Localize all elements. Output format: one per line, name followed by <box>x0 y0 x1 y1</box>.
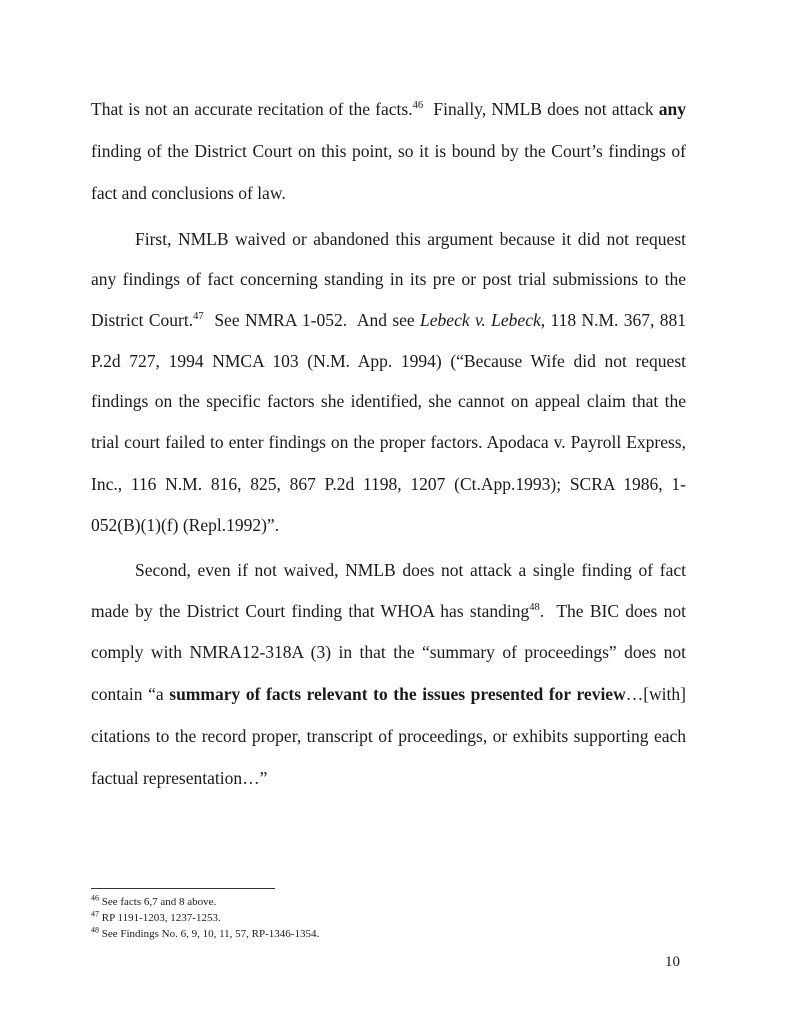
emphasis-summary: summary of facts relevant to the issues presented for review <box>169 684 626 704</box>
text-line-9: trial court failed to enter findings on the proper factors. Apodaca v. Payroll Express, <box>91 432 686 452</box>
text-line-15: contain “a summary of facts relevant to the issues presented for review…[with] <box>91 684 686 704</box>
text-line-5: any findings of fact concerning standing in its pre or post trial submissions to the <box>91 269 686 289</box>
footnote-number: 46 <box>91 893 99 903</box>
text-line-11: 052(B)(1)(f) (Repl.1992)”. <box>91 515 280 535</box>
text-line-4: First, NMLB waived or abandoned this argument because it did not request <box>135 229 686 249</box>
footnote-number: 48 <box>91 925 99 935</box>
footnote-ref-46: 46 <box>412 100 424 112</box>
footnote-number: 47 <box>91 909 99 919</box>
text-line-2: finding of the District Court on this point, so it is bound by the Court’s findings of <box>91 141 686 161</box>
text-line-17: factual representation…” <box>91 768 268 788</box>
text-line-10: Inc., 116 N.M. 816, 825, 867 P.2d 1198, 1207 (Ct.App.1993); SCRA 1986, 1- <box>91 474 686 494</box>
case-citation-lebeck: Lebeck v. Lebeck <box>420 310 541 330</box>
emphasis-any: any <box>658 99 686 119</box>
footnote-separator <box>91 888 275 889</box>
footnote-47 <box>91 909 221 925</box>
text-line-14: comply with NMRA12-318A (3) in that the “summary of proceedings” does not <box>91 642 686 662</box>
page-number: 10 <box>665 954 680 970</box>
text-line-1: That is not an accurate recitation of the facts.$^{46}$ Finally, NMLB does not attack any <box>91 99 686 119</box>
footnote-46 <box>91 893 217 909</box>
footnote-text: See facts 6,7 and 8 above. <box>101 896 217 908</box>
footnote-text: RP 1191-1203, 1237-1253. <box>101 912 221 924</box>
text-line-16: citations to the record proper, transcript of proceedings, or exhibits supporting each <box>91 726 686 746</box>
text-line-7: P.2d 727, 1994 NMCA 103 (N.M. App. 1994) (“Because Wife did not request <box>91 351 686 371</box>
text-line-8: findings on the specific factors she identified, she cannot on appeal claim that the <box>91 391 686 411</box>
footnote-ref-48: 48 <box>529 602 540 614</box>
text-line-13: made by the District Court finding that WHOA has standing$^{48}$. The BIC does not <box>91 601 686 621</box>
text-line-12: Second, even if not waived, NMLB does not attack a single finding of fact <box>135 560 686 580</box>
text-line-3: fact and conclusions of law. <box>91 183 286 203</box>
footnote-text: See Findings No. 6, 9, 10, 11, 57, RP-1346-1354. <box>101 928 320 940</box>
text-line-6: District Court.$^{47}$ See NMRA 1-052. And see Lebeck v. Lebeck, 118 N.M. 367, 881 <box>91 310 686 330</box>
footnote-ref-47: 47 <box>193 311 204 323</box>
footnote-48 <box>91 925 320 941</box>
